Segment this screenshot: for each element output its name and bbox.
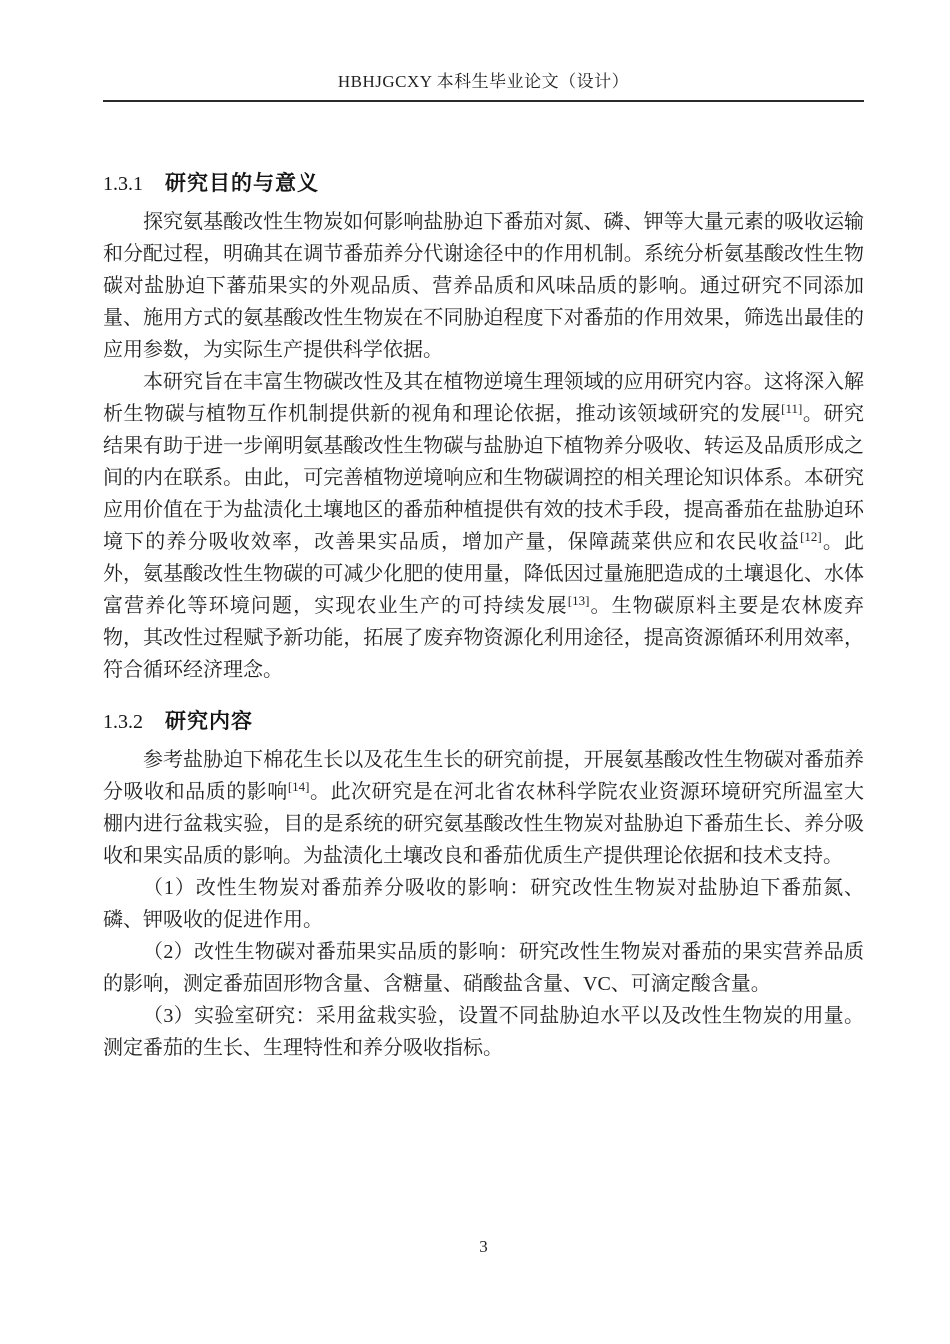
paragraph-text: 。此次研究是在河北省农林科学院农业资源环境研究所温室大棚内进行盆栽实验，目的是系统的研究氨基酸改性生物炭对盐胁迫下番茄生长、养分吸收和果实品质的影响。为盐渍化土壤改良和番茄优质生产提供理论依据和技术支持。 [103, 781, 865, 867]
paragraph-text: 本研究旨在丰富生物碳改性及其在植物逆境生理领域的应用研究内容。这将深入解析生物碳与植物互作机制提供新的视角和理论依据，推动该领域研究的发展 [103, 371, 864, 425]
section-title: 研究目的与意义 [165, 172, 319, 195]
paragraph-text: 。此外，氨基酸改性生物碳的可减少化肥的使用量，降低因过量施肥造成的土壤退化、水体富营养化等环境问题，实现农业生产的可持续发展 [103, 531, 865, 617]
paragraph-research-content-intro [103, 744, 864, 872]
citation-ref-14: [14] [287, 779, 310, 794]
page-header [103, 0, 864, 102]
page-content [103, 169, 864, 1064]
paragraph-research-significance [103, 366, 864, 686]
page-number: 3 [479, 1237, 488, 1256]
citation-ref-11: [11] [781, 401, 803, 416]
section-title: 研究内容 [165, 710, 253, 733]
paragraph-research-item-1: （1）改性生物炭对番茄养分吸收的影响：研究改性生物炭对盐胁迫下番茄氮、磷、钾吸收的促进作用。 [103, 877, 864, 931]
citation-ref-13: [13] [567, 593, 590, 608]
paragraph-research-item-3: （3）实验室研究：采用盆栽实验，设置不同盐胁迫水平以及改性生物炭的用量。测定番茄的生长、生理特性和养分吸收指标。 [103, 1005, 864, 1059]
paragraph-text: 。研究结果有助于进一步阐明氨基酸改性生物碳与盐胁迫下植物养分吸收、转运及品质形成之间的内在联系。由此，可完善植物逆境响应和生物碳调控的相关理论知识体系。本研究应用价值在于为盐渍化土壤地区的番茄种植提供有效的技术手段，提高番茄在盐胁迫环境下的养分吸收效率，改善果实品质，增加产量，保障蔬菜供应和农民收益 [103, 403, 865, 553]
section-number: 1.3.1 [103, 173, 143, 195]
section-heading-1-3-2 [103, 707, 864, 737]
paragraph-research-item-2: （2）改性生物碳对番茄果实品质的影响：研究改性生物炭对番茄的果实营养品质的影响，测定番茄固形物含量、含糖量、硝酸盐含量、VC、可滴定酸含量。 [103, 941, 864, 995]
paragraph-research-purpose: 探究氨基酸改性生物炭如何影响盐胁迫下番茄对氮、磷、钾等大量元素的吸收运输和分配过程，明确其在调节番茄养分代谢途径中的作用机制。系统分析氨基酸改性生物碳对盐胁迫下蕃茄果实的外观品质、营养品质和风味品质的影响。通过研究不同添加量、施用方式的氨基酸改性生物炭在不同胁迫程度下对番茄的作用效果，筛选出最佳的应用参数，为实际生产提供科学依据。 [103, 211, 864, 361]
header-title: HBHJGCXY 本科生毕业论文（设计） [337, 72, 630, 91]
paragraph-text: 。生物碳原料主要是农林废弃物，其改性过程赋予新功能，拓展了废弃物资源化利用途径，提高资源循环利用效率，符合循环经济理念。 [103, 595, 865, 681]
page-footer [103, 1236, 864, 1258]
citation-ref-12: [12] [800, 529, 822, 544]
paragraph-text: 参考盐胁迫下棉花生长以及花生生长的研究前提，开展氨基酸改性生物碳对番茄养分吸收和品质的影响 [103, 749, 864, 803]
section-number: 1.3.2 [103, 711, 143, 733]
section-heading-1-3-1 [103, 169, 864, 199]
